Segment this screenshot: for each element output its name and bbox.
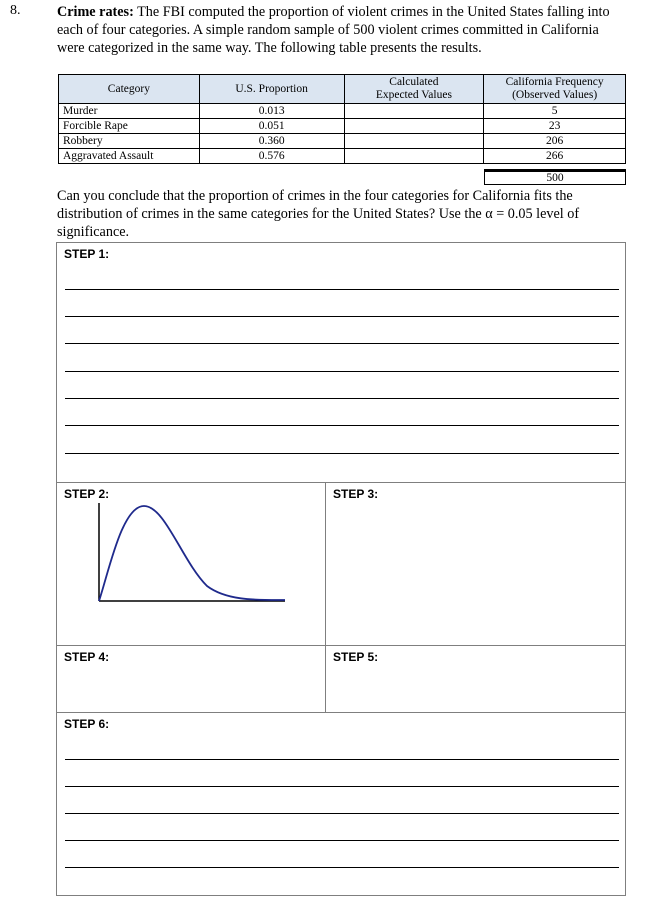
table-row [59, 149, 626, 164]
step4-box[interactable] [56, 645, 326, 713]
row-expected-cell[interactable] [344, 119, 484, 134]
header-observed-line1: California Frequency [505, 76, 604, 88]
row-expected-cell[interactable] [344, 134, 484, 149]
question-text [57, 3, 627, 57]
step4-label: STEP 4: [64, 650, 110, 664]
answer-line [65, 813, 619, 814]
answer-line [65, 316, 619, 317]
step5-label: STEP 5: [333, 650, 379, 664]
header-us-proportion: U.S. Proportion [199, 75, 344, 104]
row-observed: 23 [484, 119, 626, 134]
chi-square-curve [99, 506, 285, 601]
step2-box[interactable] [56, 482, 326, 646]
answer-line [65, 759, 619, 760]
step6-box[interactable] [56, 712, 626, 896]
answer-line [65, 289, 619, 290]
step3-box[interactable] [325, 482, 626, 646]
step3-label: STEP 3: [333, 487, 379, 501]
header-expected-line1: Calculated [389, 76, 439, 88]
step6-label: STEP 6: [64, 717, 110, 731]
header-observed [484, 75, 626, 104]
answer-line [65, 398, 619, 399]
answer-line [65, 867, 619, 868]
answer-line [65, 343, 619, 344]
row-category: Forcible Rape [59, 119, 200, 134]
answer-line [65, 425, 619, 426]
question-conclusion: Can you conclude that the proportion of crimes in the four categories for California fits the distribution of crimes in the same categories for the United States? Use the α = 0.05 level of significance. [57, 188, 580, 240]
question-number: 8. [10, 3, 21, 18]
row-us-proportion: 0.360 [199, 134, 344, 149]
table-header-row [59, 75, 626, 104]
total-observed: 500 [484, 169, 626, 185]
row-expected-cell[interactable] [344, 149, 484, 164]
row-observed: 266 [484, 149, 626, 164]
header-category: Category [59, 75, 200, 104]
table-row [59, 119, 626, 134]
header-expected-line2: Expected Values [375, 89, 452, 101]
table-row [59, 104, 626, 119]
row-expected-cell[interactable] [344, 104, 484, 119]
results-table [58, 74, 626, 164]
header-expected [344, 75, 484, 104]
answer-line [65, 453, 619, 454]
question-intro: The FBI computed the proportion of violent crimes in the United States falling into each of four categories. A simple random sample of 500 violent crimes committed in California were categorized in the same way. The following table presents the results. [57, 4, 610, 56]
answer-line [65, 840, 619, 841]
row-us-proportion: 0.051 [199, 119, 344, 134]
step5-box[interactable] [325, 645, 626, 713]
row-category: Aggravated Assault [59, 149, 200, 164]
step1-box[interactable] [56, 242, 626, 483]
row-category: Robbery [59, 134, 200, 149]
step1-label: STEP 1: [64, 247, 110, 261]
row-us-proportion: 0.013 [199, 104, 344, 119]
answer-line [65, 786, 619, 787]
answer-line [65, 371, 619, 372]
chi-square-curve-icon [97, 501, 289, 605]
question-title: Crime rates: [57, 4, 134, 20]
header-observed-line2: (Observed Values) [512, 89, 598, 101]
row-category: Murder [59, 104, 200, 119]
table-row [59, 134, 626, 149]
row-observed: 206 [484, 134, 626, 149]
step2-label: STEP 2: [64, 487, 110, 501]
row-us-proportion: 0.576 [199, 149, 344, 164]
row-observed: 5 [484, 104, 626, 119]
